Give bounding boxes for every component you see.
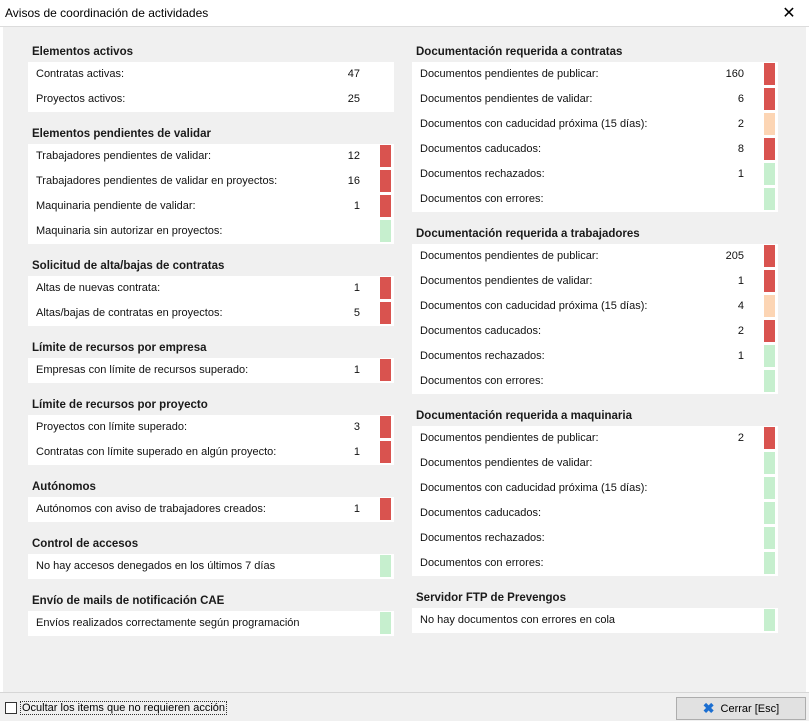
item-value: 160 (725, 68, 744, 80)
list-item (412, 501, 778, 526)
item-label: Documentos rechazados: (420, 350, 545, 362)
list-item (412, 87, 778, 112)
item-label: Documentos pendientes de publicar: (420, 432, 599, 444)
list-item (28, 62, 394, 87)
status-indicator (380, 416, 391, 438)
section-box (28, 276, 394, 326)
item-value: 25 (347, 93, 360, 105)
list-item (412, 137, 778, 162)
list-item (412, 476, 778, 501)
status-indicator (764, 163, 775, 185)
item-value: 1 (353, 446, 360, 458)
section-box (412, 426, 778, 576)
section-box (28, 497, 394, 522)
list-item (412, 162, 778, 187)
list-item (412, 244, 778, 269)
status-indicator (380, 498, 391, 520)
list-item (28, 415, 394, 440)
section-title: Elementos pendientes de validar (32, 128, 211, 140)
section-title: Solicitud de alta/bajas de contratas (32, 260, 225, 272)
item-label: Trabajadores pendientes de validar en proyectos: (36, 175, 278, 187)
status-indicator (764, 188, 775, 210)
status-indicator (764, 138, 775, 160)
item-label: Documentos con errores: (420, 193, 544, 205)
item-value: 6 (737, 93, 744, 105)
list-item (412, 112, 778, 137)
list-item (412, 426, 778, 451)
list-item (412, 551, 778, 576)
status-indicator (764, 502, 775, 524)
item-value: 205 (725, 250, 744, 262)
section-box (28, 554, 394, 579)
list-item (412, 187, 778, 212)
status-indicator (380, 195, 391, 217)
item-value: 12 (347, 150, 360, 162)
item-label: Documentos pendientes de validar: (420, 275, 593, 287)
item-value: 1 (353, 503, 360, 515)
title-bar (0, 0, 809, 26)
item-label: Maquinaria sin autorizar en proyectos: (36, 225, 223, 237)
section-box (412, 62, 778, 212)
status-indicator (764, 477, 775, 499)
list-item (412, 451, 778, 476)
list-item (28, 301, 394, 326)
status-indicator (764, 552, 775, 574)
list-item (28, 440, 394, 465)
section-box (28, 611, 394, 636)
hide-items-label[interactable]: Ocultar los items que no requieren acción (22, 702, 225, 714)
section-title: Envío de mails de notificación CAE (32, 595, 225, 607)
list-item (28, 169, 394, 194)
item-value: 5 (353, 307, 360, 319)
status-indicator (764, 63, 775, 85)
list-item (412, 319, 778, 344)
list-item (28, 87, 394, 112)
status-indicator (764, 527, 775, 549)
item-value: 2 (737, 432, 744, 444)
item-label: Autónomos con aviso de trabajadores creados: (36, 503, 266, 515)
item-label: Altas de nuevas contrata: (36, 282, 161, 294)
section-box (412, 608, 778, 633)
item-label: Contratas con límite superado en algún proyecto: (36, 446, 277, 458)
list-item (28, 554, 394, 579)
status-indicator (764, 345, 775, 367)
bottom-bar (0, 692, 809, 721)
close-x-icon: ✖ (702, 700, 715, 716)
item-value: 8 (737, 143, 744, 155)
status-indicator (380, 612, 391, 634)
item-label: Documentos caducados: (420, 507, 542, 519)
item-value: 16 (347, 175, 360, 187)
section-box (28, 144, 394, 244)
section-title: Autónomos (32, 481, 96, 493)
status-indicator (764, 270, 775, 292)
status-indicator (764, 427, 775, 449)
item-label: Documentos pendientes de validar: (420, 457, 593, 469)
item-value: 1 (737, 275, 744, 287)
status-indicator (764, 370, 775, 392)
hide-items-checkbox[interactable] (5, 702, 17, 714)
list-item (412, 344, 778, 369)
close-button[interactable] (676, 697, 806, 720)
item-value: 1 (353, 200, 360, 212)
list-item (412, 526, 778, 551)
list-item (412, 294, 778, 319)
section-box (28, 415, 394, 465)
status-indicator (380, 441, 391, 463)
item-value: 2 (737, 118, 744, 130)
window-title: Avisos de coordinación de actividades (5, 6, 209, 20)
status-indicator (380, 220, 391, 242)
item-label: Empresas con límite de recursos superado: (36, 364, 249, 376)
list-item (28, 219, 394, 244)
list-item (412, 269, 778, 294)
item-label: Documentos con caducidad próxima (15 días): (420, 482, 648, 494)
item-label: No hay documentos con errores en cola (420, 614, 616, 626)
item-label: Documentos pendientes de validar: (420, 93, 593, 105)
section-title: Límite de recursos por empresa (32, 342, 207, 354)
item-label: Documentos con caducidad próxima (15 días): (420, 300, 648, 312)
item-label: Proyectos activos: (36, 93, 126, 105)
close-button-label: Cerrar [Esc] (720, 702, 780, 715)
item-label: Documentos rechazados: (420, 532, 545, 544)
section-title: Elementos activos (32, 46, 133, 58)
section-title: Control de accesos (32, 538, 139, 550)
item-value: 2 (737, 325, 744, 337)
list-item (28, 194, 394, 219)
close-icon[interactable]: ✕ (782, 5, 796, 22)
item-label: No hay accesos denegados en los últimos 7 días (36, 560, 276, 572)
status-indicator (380, 302, 391, 324)
item-value: 1 (737, 168, 744, 180)
item-label: Documentos rechazados: (420, 168, 545, 180)
section-title: Documentación requerida a maquinaria (416, 410, 633, 422)
item-label: Maquinaria pendiente de validar: (36, 200, 196, 212)
status-indicator (764, 245, 775, 267)
status-indicator (764, 295, 775, 317)
status-indicator (380, 555, 391, 577)
list-item (412, 608, 778, 633)
item-value: 47 (347, 68, 360, 80)
list-item (28, 497, 394, 522)
section-title: Límite de recursos por proyecto (32, 399, 208, 411)
status-indicator (380, 277, 391, 299)
status-indicator (764, 452, 775, 474)
status-indicator (764, 609, 775, 631)
status-indicator (380, 359, 391, 381)
status-indicator (380, 145, 391, 167)
list-item (28, 611, 394, 636)
section-title: Documentación requerida a contratas (416, 46, 623, 58)
item-label: Documentos pendientes de publicar: (420, 250, 599, 262)
section-box (28, 62, 394, 112)
item-label: Proyectos con límite superado: (36, 421, 188, 433)
item-label: Altas/bajas de contratas en proyectos: (36, 307, 223, 319)
item-value: 1 (353, 282, 360, 294)
item-value: 1 (353, 364, 360, 376)
item-value: 1 (737, 350, 744, 362)
status-indicator (380, 170, 391, 192)
main-panel (3, 27, 806, 692)
section-box (412, 244, 778, 394)
list-item (412, 62, 778, 87)
list-item (28, 276, 394, 301)
item-label: Envíos realizados correctamente según programación (36, 617, 300, 629)
item-label: Trabajadores pendientes de validar: (36, 150, 212, 162)
item-value: 3 (353, 421, 360, 433)
item-label: Documentos caducados: (420, 143, 542, 155)
section-title: Servidor FTP de Prevengos (416, 592, 566, 604)
list-item (28, 144, 394, 169)
list-item (28, 358, 394, 383)
section-title: Documentación requerida a trabajadores (416, 228, 640, 240)
item-label: Contratas activas: (36, 68, 125, 80)
status-indicator (764, 113, 775, 135)
item-label: Documentos con errores: (420, 557, 544, 569)
status-indicator (764, 320, 775, 342)
status-indicator (764, 88, 775, 110)
item-label: Documentos con errores: (420, 375, 544, 387)
item-label: Documentos caducados: (420, 325, 542, 337)
item-value: 4 (737, 300, 744, 312)
section-box (28, 358, 394, 383)
list-item (412, 369, 778, 394)
item-label: Documentos pendientes de publicar: (420, 68, 599, 80)
item-label: Documentos con caducidad próxima (15 días): (420, 118, 648, 130)
